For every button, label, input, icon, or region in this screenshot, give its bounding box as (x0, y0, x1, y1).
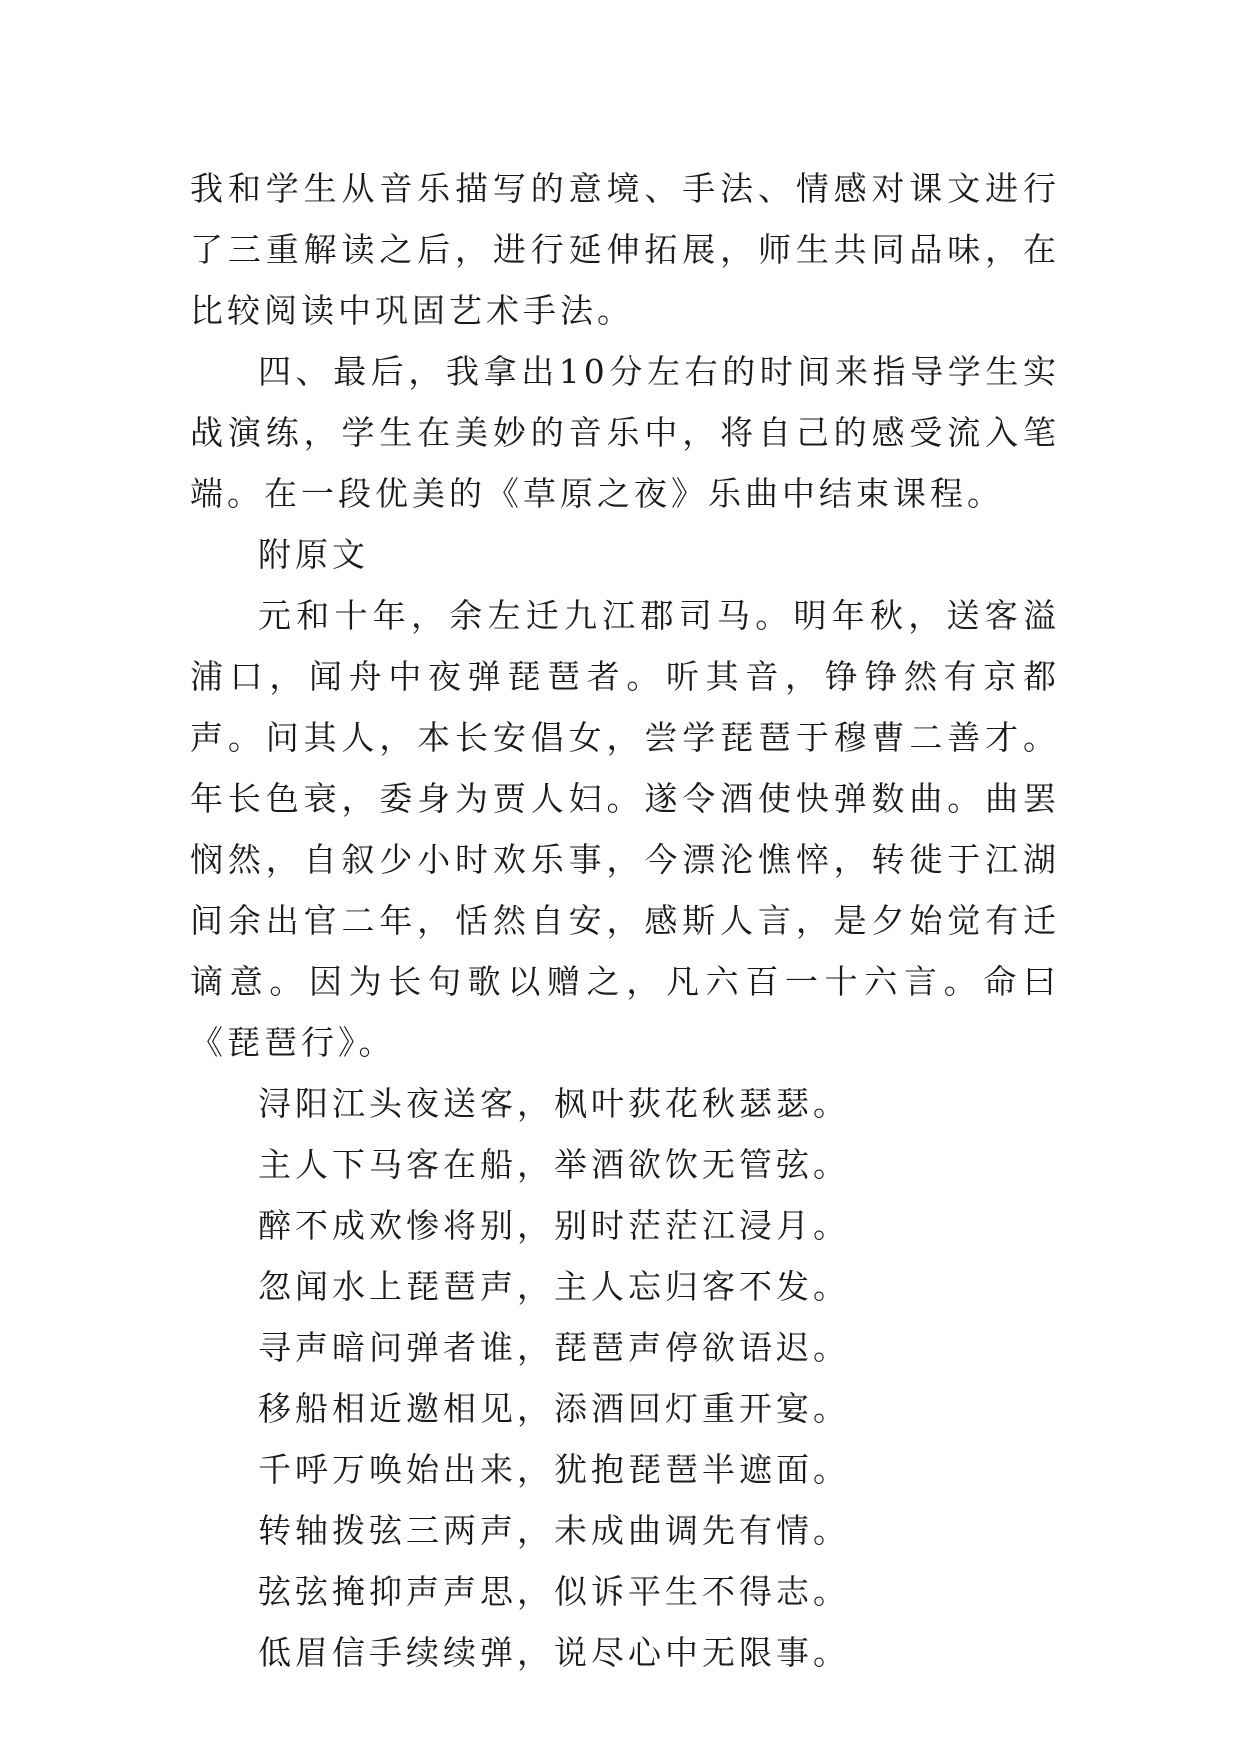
poem (190, 1073, 1060, 1683)
appendix-heading: 附原文 (258, 535, 369, 574)
poem-line: 主人下马客在船，举酒欲饮无管弦。 (258, 1145, 850, 1184)
poem-line: 千呼万唤始出来，犹抱琵琶半遮面。 (258, 1450, 850, 1489)
poem-line: 转轴拨弦三两声，未成曲调先有情。 (258, 1511, 850, 1550)
poem-line: 忽闻水上琵琶声，主人忘归客不发。 (258, 1267, 850, 1306)
poem-line: 寻声暗问弹者谁，琵琶声停欲语迟。 (258, 1328, 850, 1367)
paragraph-preface: 元和十年，余左迁九江郡司马。明年秋，送客溢浦口，闻舟中夜弹琵琶者。听其音，铮铮然有京都声。问其人，本长安倡女，尝学琵琶于穆曹二善才。年长色衰，委身为贾人妇。遂令酒使快弹数曲。曲罢悯然，自叙少小时欢乐事，今漂沦憔悴，转徙于江湖间余出官二年，恬然自安，感斯人言，是夕始觉有迁谪意。因为长句歌以赠之，凡六百一十六言。命曰《琵琶行》。 (190, 596, 1060, 1062)
poem-line: 弦弦掩抑声声思，似诉平生不得志。 (258, 1572, 850, 1611)
poem-line: 醉不成欢惨将别，别时茫茫江浸月。 (258, 1206, 850, 1245)
poem-line: 低眉信手续续弹，说尽心中无限事。 (258, 1633, 850, 1672)
poem-line: 移船相近邀相见，添酒回灯重开宴。 (258, 1389, 850, 1428)
poem-line: 浔阳江头夜送客，枫叶荻花秋瑟瑟。 (258, 1084, 850, 1123)
paragraph-continuation: 我和学生从音乐描写的意境、手法、情感对课文进行了三重解读之后，进行延伸拓展，师生共同品味，在比较阅读中巩固艺术手法。 (190, 169, 1060, 330)
document-body (190, 158, 1060, 1683)
paragraph-step-four: 四、最后，我拿出10分左右的时间来指导学生实战演练，学生在美妙的音乐中，将自己的感受流入笔端。在一段优美的《草原之夜》乐曲中结束课程。 (190, 352, 1060, 513)
